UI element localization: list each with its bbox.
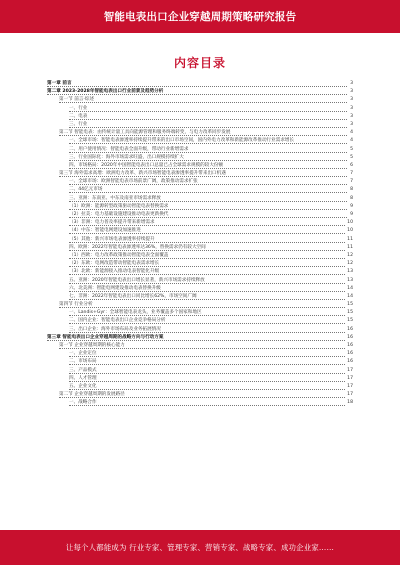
- toc-leader-dots: [69, 381, 347, 382]
- toc-entry-text: 一、行业: [69, 105, 88, 111]
- toc-entry-text: 三、行业: [69, 121, 88, 127]
- toc-page-number: 5: [349, 146, 353, 154]
- toc-entry-text: 三、行业国际化：海外市场需求旺盛，出口规模持续扩大: [69, 154, 184, 160]
- toc-leader-dots: [59, 348, 347, 349]
- toc-heading: 内容目录: [173, 56, 226, 70]
- toc-entry-text: 五、企业文化: [69, 383, 97, 389]
- toc-page-number: 6: [349, 162, 353, 170]
- toc-page-number: 17: [346, 383, 353, 391]
- toc-entry[interactable]: [47, 129, 353, 137]
- toc-entry[interactable]: [47, 195, 353, 203]
- toc-entry-text: 七、非洲：2022年智能电表出口同比增长62%，市场空间广阔: [69, 293, 197, 299]
- toc-entry-text: 第一节 前言·综述: [59, 97, 95, 103]
- toc-leader-dots: [59, 102, 347, 103]
- toc-entry-text: 三、亚洲：东南亚、中东及南亚市场需求释放: [69, 195, 161, 201]
- toc-entry-text: （1）欧洲：能源转型政策驱动智能电表替换需求: [69, 203, 169, 209]
- toc-leader-dots: [69, 274, 347, 275]
- toc-leader-dots: [69, 184, 347, 185]
- toc-page-number: 15: [346, 301, 353, 309]
- toc-entry-text: 二、国内企业：智能电表出口企业竞争格局分析: [69, 318, 166, 324]
- toc-entry[interactable]: [47, 367, 353, 375]
- toc-leader-dots: [69, 258, 347, 259]
- toc-entry[interactable]: [47, 137, 353, 145]
- toc-entry[interactable]: [47, 399, 353, 407]
- toc-page-number: 7: [349, 178, 353, 186]
- toc-entry-text: 一、Landis+Gyr：全球智能电表龙头，业务覆盖多个国家和地区: [69, 310, 202, 316]
- toc-entry-text: （3）北欧：新能源接入推动电表智能化升级: [69, 269, 160, 275]
- toc-page-number: 18: [346, 399, 353, 407]
- toc-entry[interactable]: [47, 391, 353, 399]
- toc-entry-text: （2）拉美：电力基础设施建设推动电表更新换代: [69, 212, 169, 217]
- toc-entry[interactable]: [47, 268, 353, 276]
- toc-entry-text: 四、人才管理: [69, 375, 97, 381]
- toc-entry[interactable]: [47, 178, 353, 186]
- toc-entry[interactable]: [47, 277, 353, 285]
- toc-entry-text: 二、44亿元市场: [69, 187, 103, 193]
- toc-entry[interactable]: [47, 260, 353, 268]
- toc-entry-text: （1）西欧：电力改革政策推动智能电表全面覆盖: [69, 252, 169, 258]
- toc-page-number: 9: [349, 203, 353, 211]
- toc-leader-dots: [69, 299, 347, 300]
- toc-entry[interactable]: [47, 375, 353, 383]
- toc-entry-text: （5）其他：新兴市场电表渗透率持续提升: [69, 236, 155, 242]
- toc-leader-dots: [69, 364, 347, 365]
- toc-leader-dots: [69, 168, 347, 169]
- toc-page-number: 4: [349, 129, 353, 137]
- toc-leader-dots: [69, 356, 347, 357]
- toc-leader-dots: [69, 225, 347, 226]
- toc-entry[interactable]: [47, 162, 353, 170]
- toc-page-number: 12: [346, 260, 353, 268]
- toc-page-number: 5: [349, 154, 353, 162]
- toc-page-number: 17: [346, 391, 353, 399]
- toc-entry-text: 一、企业定位: [69, 351, 97, 357]
- toc-entry-text: 第一节 企业穿越周期的核心能力: [59, 343, 125, 348]
- toc-page-number: 16: [346, 326, 353, 334]
- toc-entry-text: 一、全球市场：欧洲智能电表市场前景广阔，政策推动需求扩张: [69, 179, 198, 185]
- toc-entry[interactable]: [47, 285, 353, 293]
- toc-page-number: 9: [349, 211, 353, 219]
- toc-entry-text: 五、亚洲：2020年智能电表出口增长显著，新兴市场需求持续释放: [69, 277, 205, 283]
- toc-page-number: 16: [346, 350, 353, 358]
- toc-entry[interactable]: [47, 317, 353, 325]
- toc-leader-dots: [69, 143, 347, 144]
- footer-slogan: 让每个人都能成为 行业专家、管理专家、营销专家、战略专家、成功企业家……: [65, 543, 335, 552]
- toc-entry-text: 四、市场格局：2020年中国智能电表出口总量已占全球需求规模的较大份额: [69, 162, 224, 168]
- toc-page-number: 3: [349, 88, 353, 96]
- toc-page-number: 13: [346, 268, 353, 276]
- toc-entry[interactable]: [47, 326, 353, 334]
- toc-leader-dots: [69, 119, 347, 120]
- toc-entry-text: 二、电表: [69, 113, 88, 119]
- toc-page-number: 15: [346, 309, 353, 317]
- toc-leader-dots: [47, 86, 347, 87]
- toc-leader-dots: [69, 389, 347, 390]
- table-of-contents: [47, 80, 353, 528]
- toc-entry-text: 二、市场布局: [69, 359, 97, 365]
- toc-entry[interactable]: [47, 358, 353, 366]
- toc-entry[interactable]: [47, 80, 353, 88]
- toc-entry[interactable]: [47, 88, 353, 96]
- toc-page-number: 16: [346, 342, 353, 350]
- toc-entry-text: 三、出口企业：海外市场布局及业务拓展情况: [69, 326, 161, 332]
- toc-entry-text: 二、用户使用情况：智能电表全面升级，带动行业新增需求: [69, 146, 189, 152]
- toc-page-number: 8: [349, 186, 353, 194]
- toc-page-number: 11: [346, 244, 353, 252]
- toc-entry[interactable]: [47, 96, 353, 104]
- toc-page-number: 17: [346, 375, 353, 383]
- toc-leader-dots: [69, 111, 347, 112]
- toc-entry[interactable]: [47, 105, 353, 113]
- toc-entry[interactable]: [47, 293, 353, 301]
- toc-entry[interactable]: [47, 186, 353, 194]
- toc-entry[interactable]: [47, 227, 353, 235]
- toc-entry[interactable]: [47, 334, 353, 342]
- toc-entry-text: 第三节 海外需求高增：欧洲电力改革、新兴市场智能电表渗透率提升带来出口机遇: [59, 171, 226, 177]
- toc-leader-dots: [69, 405, 347, 406]
- toc-leader-dots: [69, 315, 347, 316]
- report-footer-bar: [0, 530, 400, 565]
- toc-entry-text: 第二节 企业穿越周期的发展路径: [59, 392, 125, 398]
- toc-leader-dots: [47, 94, 347, 95]
- toc-page-number: 10: [346, 227, 353, 235]
- toc-page-number: 4: [349, 137, 353, 145]
- toc-entry-text: 四、欧洲：2022年智能电表渗透率达36%，替换需求仍有较大空间: [69, 244, 206, 250]
- toc-entry-text: 第二章 2023-2028年智能电表出口行业前景及趋势分析: [47, 89, 164, 95]
- toc-entry[interactable]: [47, 301, 353, 309]
- toc-entry[interactable]: [47, 146, 353, 154]
- toc-entry-text: 一、全球市场：智能电表渗透率持续提升带来的出口市场空间，国内外电力改革和新能源改革推动行业需求增长: [69, 138, 295, 144]
- toc-leader-dots: [59, 176, 347, 177]
- toc-page-number: 14: [346, 293, 353, 301]
- toc-entry-text: 一、战略合作: [69, 400, 97, 406]
- toc-page-number: 17: [346, 367, 353, 375]
- toc-page-number: 3: [349, 80, 353, 88]
- toc-page-number: 3: [349, 113, 353, 121]
- report-header-bar: [0, 0, 400, 33]
- toc-page-number: 7: [349, 170, 353, 178]
- toc-leader-dots: [69, 127, 347, 128]
- toc-entry[interactable]: [47, 219, 353, 227]
- toc-leader-dots: [69, 266, 347, 267]
- toc-leader-dots: [69, 373, 347, 374]
- toc-entry[interactable]: [47, 121, 353, 129]
- toc-entry[interactable]: [47, 309, 353, 317]
- toc-page-number: 14: [346, 285, 353, 293]
- toc-entry[interactable]: [47, 154, 353, 162]
- toc-page-number: 16: [346, 334, 353, 342]
- toc-page-number: 10: [346, 219, 353, 227]
- toc-page-number: 13: [346, 277, 353, 285]
- toc-entry[interactable]: [47, 203, 353, 211]
- toc-entry-text: 第二节 智能电表：由传统计量工具向能源管理和服务终端转变，与电力改革同步发展: [59, 130, 231, 136]
- toc-leader-dots: [59, 135, 347, 136]
- toc-entry[interactable]: [47, 383, 353, 391]
- toc-entry[interactable]: [47, 236, 353, 244]
- toc-entry-text: 第一章 前言: [47, 81, 72, 86]
- toc-leader-dots: [69, 323, 347, 324]
- toc-entry[interactable]: [47, 252, 353, 260]
- toc-page-number: 11: [346, 236, 353, 244]
- toc-entry-text: 第三章 智能电表出口企业穿越周期的战略方向与行动方案: [47, 334, 164, 340]
- toc-entry[interactable]: [47, 170, 353, 178]
- toc-leader-dots: [69, 233, 347, 234]
- toc-entry-text: （4）中东：智能电网建设加速推进: [69, 228, 141, 234]
- toc-leader-dots: [69, 192, 347, 193]
- toc-page-number: 8: [349, 195, 353, 203]
- toc-entry[interactable]: [47, 244, 353, 252]
- toc-leader-dots: [59, 397, 347, 398]
- toc-leader-dots: [59, 307, 347, 308]
- toc-page-number: 12: [346, 252, 353, 260]
- toc-page-number: 15: [346, 317, 353, 325]
- toc-page-number: 3: [349, 105, 353, 113]
- toc-leader-dots: [69, 217, 347, 218]
- toc-entry-text: 第四节 行业分析: [59, 302, 93, 308]
- toc-entry[interactable]: [47, 211, 353, 219]
- toc-entry[interactable]: [47, 342, 353, 350]
- toc-entry-text: （3）非洲：电力普及率提升带来新增需求: [69, 220, 155, 226]
- toc-page-number: 3: [349, 121, 353, 129]
- report-title: 智能电表出口企业穿越周期策略研究报告: [103, 11, 297, 23]
- toc-entry-text: （2）东欧：电网改造带动智能电表需求增长: [69, 261, 160, 267]
- toc-entry-text: 三、产品模式: [69, 367, 97, 373]
- toc-entry-text: 六、北美洲：智能电网建设推动电表替换升级: [69, 285, 161, 291]
- toc-entry[interactable]: [47, 350, 353, 358]
- toc-entry[interactable]: [47, 113, 353, 121]
- toc-page-number: 3: [349, 96, 353, 104]
- toc-page-number: 16: [346, 358, 353, 366]
